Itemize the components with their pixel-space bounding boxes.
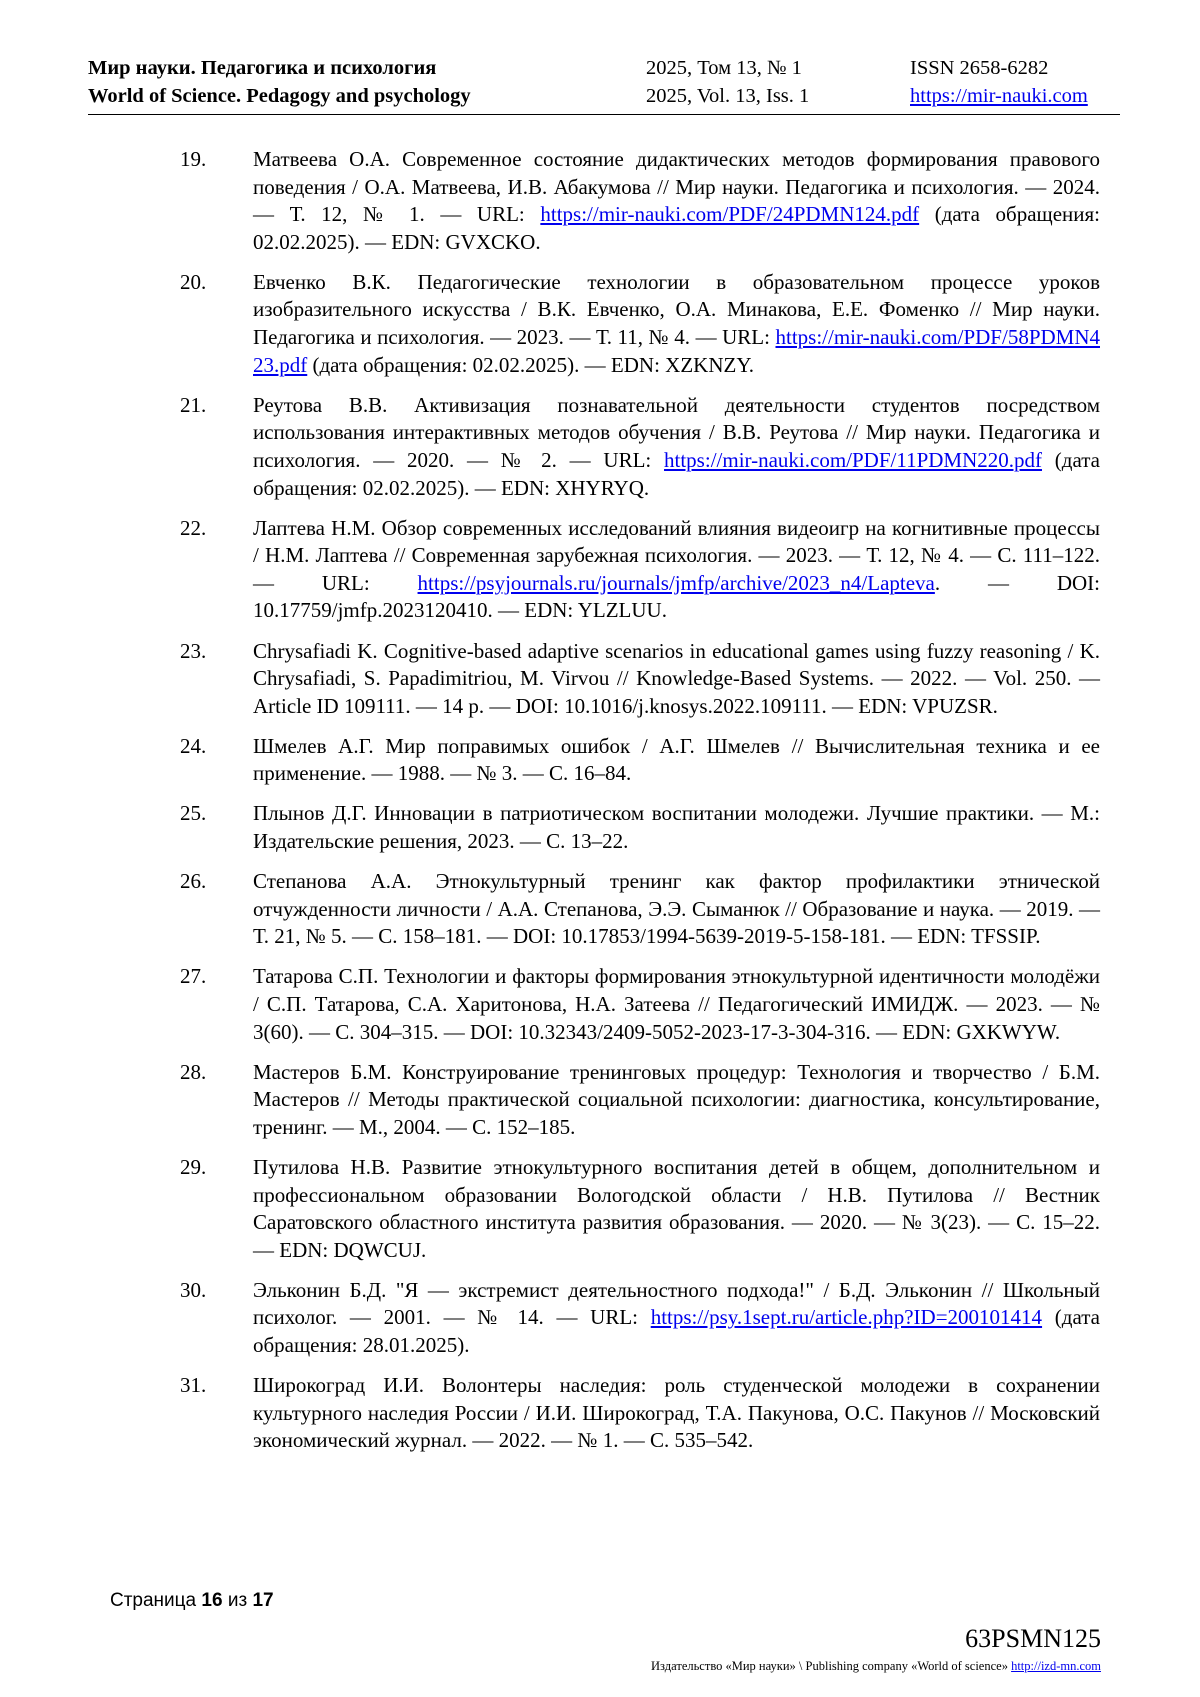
reference-text [253,638,1100,721]
reference-suffix: . — DOI: 10.17759/jmfp.2023120410. — EDN: YLZLUU. [253,570,1100,623]
publisher-text: Издательство «Мир науки» \ Publishing company «World of science» [651,1659,1008,1673]
reference-suffix: (дата обращения: 28.01.2025). [253,1305,1100,1358]
reference-suffix: (дата обращения: 02.02.2025). — EDN: XHYRYQ. [253,447,1100,500]
reference-text [253,800,1100,855]
reference-number: 28. [180,1059,207,1084]
page-header [88,54,1120,115]
reference-citation: Реутова В.В. Активизация познавательной деятельности студентов посредством использования интерактивных методов обучения / В.В. Реутова // Мир науки. Педагогика и психология. — 2020. — № 2. — URL: [253,392,1100,472]
page-of: из [227,1590,248,1611]
reference-citation: Евченко В.К. Педагогические технологии в образовательном процессе уроков изобразительного искусства / В.К. Евченко, О.А. Минакова, Е.Е. Фоменко // Мир науки. Педагогика и психология. — 2023. — Т. 11, № 4. — URL: [253,269,1100,350]
reference-item [180,963,1100,1046]
reference-citation: Путилова Н.В. Развитие этнокультурного воспитания детей в общем, дополнительном и профессиональном образовании Вологодской области / Н.В. Путилова // Вестник Саратовского областного института развития образования. — 2020. — № 3(23). — С. 15–22. — EDN: DQWCUJ. [253,1155,1100,1262]
reference-number: 19. [180,147,207,171]
reference-number: 27. [180,964,207,989]
reference-text [253,146,1100,256]
reference-text [253,1277,1100,1360]
issn: ISSN 2658-6282 [910,57,1049,79]
reference-item [180,800,1100,855]
publisher-line [651,1659,1101,1674]
reference-number: 29. [180,1155,207,1179]
issue-ru: 2025, Том 13, № 1 [646,57,802,79]
reference-item [180,515,1100,625]
reference-item [180,638,1100,721]
reference-number: 20. [180,269,207,294]
reference-suffix: (дата обращения: 02.02.2025). — EDN: XZKNZY. [307,352,755,377]
issue-block [646,54,809,110]
reference-item [180,868,1100,951]
reference-citation: Плынов Д.Г. Инновации в патриотическом воспитании молодежи. Лучшие практики. — М.: Издательские решения, 2023. — С. 13–22. [253,801,1100,854]
reference-citation: Мастеров Б.М. Конструирование тренинговых процедур: Технология и творчество / Б.М. Мастеров // Методы практической социальной психологии: диагностика, консультирование, тренинг. — М., 2004. — С. 152–185. [253,1059,1100,1139]
reference-number: 21. [180,392,207,417]
reference-citation: Chrysafiadi K. Cognitive-based adaptive scenarios in educational games using fuzzy reasoning / K. Chrysafiadi, S. Papadimitriou, M. Virvou // Knowledge-Based Systems. — 2022. — Vol. 250. — Article ID 109111. — 14 p. — DOI: 10.1016/j.knosys.2022.109111. — EDN: VPUZSR. [253,638,1100,718]
issue-en: 2025, Vol. 13, Iss. 1 [646,85,810,107]
reference-item [180,269,1100,379]
reference-number: 25. [180,801,207,826]
reference-text [253,733,1100,788]
reference-number: 24. [180,733,207,758]
reference-number: 26. [180,869,207,894]
issn-block [910,54,1088,110]
reference-text [253,868,1100,951]
reference-item [180,392,1100,502]
reference-link[interactable]: https://psy.1sept.ru/article.php?ID=200101414 [650,1305,1043,1330]
journal-title-block [88,54,471,110]
document-code: 63PSMN125 [965,1624,1101,1653]
reference-number: 23. [180,638,207,663]
reference-item [180,1059,1100,1142]
reference-text [253,1059,1100,1142]
reference-item [180,1154,1100,1264]
reference-citation: Шмелев А.Г. Мир поправимых ошибок / А.Г. Шмелев // Вычислительная техника и ее применение. — 1988. — № 3. — С. 16–84. [253,733,1100,786]
reference-text [253,1372,1100,1455]
reference-number: 31. [180,1373,207,1398]
reference-text [253,269,1100,379]
reference-link[interactable]: https://mir-nauki.com/PDF/24PDMN124.pdf [540,202,920,227]
journal-site-link[interactable]: https://mir-nauki.com [910,85,1088,107]
page-number [110,1590,274,1612]
reference-number: 22. [180,515,207,540]
publisher-link[interactable]: http://izd-mn.com [1011,1659,1101,1673]
reference-suffix: (дата обращения: 02.02.2025). — EDN: GVXCKO. [253,202,1100,254]
reference-citation: Матвеева О.А. Современное состояние дидактических методов формирования правового поведения / О.А. Матвеева, И.В. Абакумова // Мир науки. Педагогика и психология. — 2024. — Т. 12, № 1. — URL: [253,147,1100,227]
reference-number: 30. [180,1277,207,1302]
reference-item [180,146,1100,256]
reference-text [253,963,1100,1046]
reference-list [180,146,1100,1467]
reference-item [180,1277,1100,1360]
reference-item [180,733,1100,788]
journal-title-ru: Мир науки. Педагогика и психология [88,57,437,79]
reference-text [253,515,1100,625]
reference-citation: Широкоград И.И. Волонтеры наследия: роль студенческой молодежи в сохранении культурного наследия России / И.И. Широкоград, Т.А. Пакунова, О.С. Пакунов // Московский экономический журнал. — 2022. — № 1. — С. 535–542. [253,1373,1100,1453]
page-total: 17 [252,1590,274,1611]
journal-title-en: World of Science. Pedagogy and psychology [88,85,471,107]
reference-text [253,1154,1100,1264]
reference-citation: Лаптева Н.М. Обзор современных исследований влияния видеоигр на когнитивные процессы / Н.М. Лаптева // Современная зарубежная психология. — 2023. — Т. 12, № 4. — С. 111–122. — URL: [253,515,1100,595]
reference-citation: Эльконин Б.Д. "Я — экстремист деятельностного подхода!" / Б.Д. Эльконин // Школьный психолог. — 2001. — № 14. — URL: [253,1277,1100,1330]
page-label: Страница [110,1590,197,1611]
reference-citation: Татарова С.П. Технологии и факторы формирования этнокультурной идентичности молодёжи / С.П. Татарова, С.А. Харитонова, Н.А. Затеева // Педагогический ИМИДЖ. — 2023. — № 3(60). — С. 304–315. — DOI: 10.32343/2409-5052-2023-17-3-304-316. — EDN: GXKWYW. [253,964,1100,1044]
reference-item [180,1372,1100,1455]
reference-link[interactable]: https://mir-nauki.com/PDF/11PDMN220.pdf [664,447,1042,472]
reference-citation: Степанова А.А. Этнокультурный тренинг как фактор профилактики этнической отчужденности личности / А.А. Степанова, Э.Э. Сыманюк // Образование и наука. — 2019. — Т. 21, № 5. — С. 158–181. — DOI: 10.17853/1994-5639-2019-5-158-181. — EDN: TFSSIP. [253,869,1100,949]
reference-link[interactable]: https://psyjournals.ru/journals/jmfp/archive/2023_n4/Lapteva [417,570,935,595]
reference-link[interactable]: https://mir-nauki.com/PDF/58PDMN423.pdf [253,325,1100,377]
reference-text [253,392,1100,502]
page-current: 16 [201,1590,223,1611]
